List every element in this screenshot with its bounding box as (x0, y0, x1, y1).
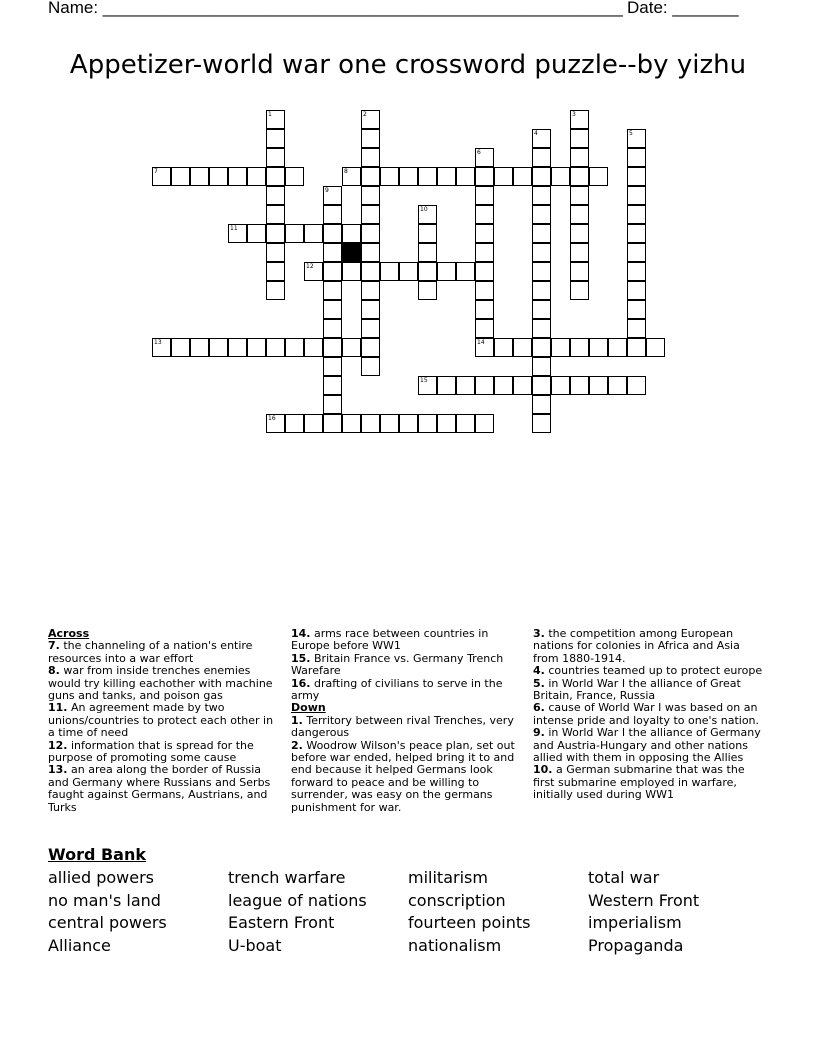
grid-cell[interactable] (399, 414, 418, 433)
grid-cell[interactable] (323, 376, 342, 395)
grid-cell[interactable] (456, 167, 475, 186)
grid-cell[interactable] (551, 376, 570, 395)
across-heading: Across (48, 627, 90, 640)
grid-cell[interactable] (380, 167, 399, 186)
grid-cell[interactable] (266, 243, 285, 262)
grid-cell[interactable] (627, 224, 646, 243)
grid-cell[interactable] (171, 167, 190, 186)
grid-cell[interactable] (456, 414, 475, 433)
clue-down-2: 2. Woodrow Wilson's peace plan, set out before war ended, helped bring it to and end because it helped Germans look forward to peace and be willing to surrender, was easy on the germans punishment for war. (291, 738, 515, 814)
grid-cell[interactable] (342, 338, 361, 357)
grid-number: 5 (629, 130, 633, 137)
grid-number: 13 (154, 339, 162, 346)
grid-cell[interactable] (570, 224, 589, 243)
grid-cell[interactable] (266, 205, 285, 224)
grid-cell[interactable] (627, 319, 646, 338)
grid-cell[interactable] (361, 167, 380, 186)
clue-down-3: 3. the competition among European nations for colonies in Africa and Asia from 1880-1914. (533, 627, 740, 665)
grid-cell[interactable] (418, 167, 437, 186)
name-line: Name: _______________________________________________________ (48, 0, 623, 17)
crossword-grid (0, 0, 816, 440)
grid-cell[interactable] (608, 338, 627, 357)
grid-cell[interactable] (475, 262, 494, 281)
grid-cell[interactable] (418, 414, 437, 433)
grid-cell[interactable] (323, 395, 342, 414)
grid-cell[interactable] (627, 148, 646, 167)
grid-cell[interactable] (532, 148, 551, 167)
grid-cell[interactable] (399, 262, 418, 281)
grid-cell[interactable] (266, 281, 285, 300)
grid-cell[interactable] (342, 262, 361, 281)
grid-cell[interactable] (570, 262, 589, 281)
grid-cell[interactable] (437, 376, 456, 395)
grid-number: 3 (572, 111, 576, 118)
grid-cell[interactable] (627, 262, 646, 281)
grid-cell[interactable] (589, 376, 608, 395)
grid-cell[interactable] (532, 376, 551, 395)
grid-cell[interactable] (361, 205, 380, 224)
grid-cell[interactable] (323, 243, 342, 262)
grid-number: 4 (534, 130, 538, 137)
clue-down-5: 5. in World War I the alliance of Great Britain, France, Russia (533, 676, 741, 703)
grid-number: 6 (477, 149, 481, 156)
grid-number: 14 (477, 339, 485, 346)
grid-cell[interactable] (570, 338, 589, 357)
grid-cell[interactable] (418, 243, 437, 262)
grid-cell[interactable] (266, 224, 285, 243)
grid-cell[interactable] (247, 167, 266, 186)
grid-cell[interactable] (532, 395, 551, 414)
grid-cell[interactable] (380, 414, 399, 433)
grid-cell[interactable] (323, 281, 342, 300)
grid-cell[interactable] (570, 186, 589, 205)
grid-cell[interactable] (361, 186, 380, 205)
grid-cell[interactable] (361, 300, 380, 319)
grid-cell[interactable] (475, 319, 494, 338)
grid-cell[interactable] (570, 205, 589, 224)
grid-cell[interactable] (285, 414, 304, 433)
clues-column-1 (48, 628, 283, 814)
clues-column-3 (533, 628, 768, 802)
grid-cell[interactable] (361, 357, 380, 376)
clue-across-16: 16. drafting of civilians to serve in the army (291, 676, 503, 703)
grid-cell[interactable] (551, 167, 570, 186)
grid-cell[interactable] (361, 281, 380, 300)
grid-cell[interactable] (570, 281, 589, 300)
grid-cell[interactable] (323, 262, 342, 281)
grid-cell[interactable] (475, 281, 494, 300)
grid-cell[interactable] (323, 300, 342, 319)
word-bank-title: Word Bank (48, 845, 147, 864)
grid-cell[interactable] (494, 167, 513, 186)
grid-number: 10 (420, 206, 428, 213)
clue-across-12: 12. information that is spread for the purpose of promoting some cause (48, 738, 254, 765)
grid-cell[interactable] (171, 338, 190, 357)
word-bank-item: league of nations (228, 891, 367, 910)
clue-across-15: 15. Britain France vs. Germany Trench Warefare (291, 651, 504, 678)
grid-cell[interactable] (627, 338, 646, 357)
grid-cell[interactable] (323, 205, 342, 224)
clue-down-9: 9. in World War I the alliance of Germany and Austria-Hungary and other nations allied with them in opposing the Allies (533, 726, 761, 765)
grid-cell[interactable] (532, 186, 551, 205)
grid-cell[interactable] (627, 186, 646, 205)
grid-cell[interactable] (266, 167, 285, 186)
clues-column-2 (291, 628, 526, 814)
word-bank-item: conscription (408, 891, 506, 910)
grid-cell[interactable] (475, 243, 494, 262)
grid-cell[interactable] (475, 186, 494, 205)
grid-cell[interactable] (418, 281, 437, 300)
grid-cell[interactable] (589, 167, 608, 186)
grid-number: 2 (363, 111, 367, 118)
word-bank-item: central powers (48, 913, 167, 932)
grid-cell[interactable] (456, 376, 475, 395)
page-title: Appetizer-world war one crossword puzzle--by yizhu (69, 50, 747, 80)
word-bank-item: nationalism (408, 936, 502, 955)
grid-cell[interactable] (361, 262, 380, 281)
grid-cell[interactable] (494, 376, 513, 395)
grid-cell[interactable] (266, 338, 285, 357)
clue-across-13: 13. an area along the border of Russia and Germany where Russians and Serbs faught against Germans, Austrians, and Turks (48, 763, 271, 814)
word-bank-item: imperialism (588, 913, 682, 932)
grid-cell[interactable] (570, 243, 589, 262)
word-bank-item: total war (588, 868, 660, 887)
clue-across-7: 7. the channeling of a nation's entire resources into a war effort (48, 639, 253, 665)
grid-cell[interactable] (513, 338, 532, 357)
clue-down-1: 1. Territory between rival Trenches, very dangerous (291, 713, 514, 740)
grid-cell[interactable] (361, 243, 380, 262)
grid-cell[interactable] (532, 338, 551, 357)
grid-cell[interactable] (551, 338, 570, 357)
word-bank-item: militarism (408, 868, 488, 887)
grid-cell[interactable] (209, 167, 228, 186)
grid-cell[interactable] (361, 224, 380, 243)
grid-cell[interactable] (323, 414, 342, 433)
grid-cell[interactable] (570, 167, 589, 186)
grid-cell[interactable] (475, 224, 494, 243)
grid-cell[interactable] (380, 262, 399, 281)
grid-cell[interactable] (475, 205, 494, 224)
grid-cell[interactable] (437, 414, 456, 433)
grid-number: 8 (344, 168, 348, 175)
grid-cell[interactable] (342, 224, 361, 243)
grid-cell[interactable] (266, 148, 285, 167)
grid-number: 15 (420, 377, 428, 384)
grid-cell[interactable] (532, 243, 551, 262)
grid-number: 7 (154, 168, 158, 175)
grid-cell[interactable] (361, 338, 380, 357)
grid-number: 11 (230, 225, 238, 232)
grid-cell[interactable] (323, 224, 342, 243)
grid-cell[interactable] (209, 338, 228, 357)
grid-cell[interactable] (532, 167, 551, 186)
grid-cell[interactable] (361, 148, 380, 167)
grid-cell[interactable] (646, 338, 665, 357)
grid-cell[interactable] (437, 167, 456, 186)
grid-cell[interactable] (532, 357, 551, 376)
grid-cell[interactable] (532, 205, 551, 224)
grid-cell[interactable] (190, 338, 209, 357)
grid-cell[interactable] (475, 414, 494, 433)
grid-cell[interactable] (570, 376, 589, 395)
grid-cell[interactable] (513, 376, 532, 395)
word-bank-item: allied powers (48, 868, 155, 887)
grid-cell[interactable] (418, 224, 437, 243)
clue-down-4: 4. countries teamed up to protect europe (533, 664, 763, 678)
grid-cell[interactable] (342, 414, 361, 433)
grid-cell[interactable] (570, 129, 589, 148)
grid-cell[interactable] (475, 300, 494, 319)
grid-cell[interactable] (323, 338, 342, 357)
clue-down-6: 6. cause of World War I was based on an intense pride and loyalty to one's nation. (533, 701, 760, 727)
grid-cell[interactable] (627, 376, 646, 395)
grid-cell[interactable] (304, 414, 323, 433)
clue-across-11: 11. An agreement made by two unions/countries to protect each other in a time of need (48, 701, 274, 740)
grid-number: 9 (325, 187, 329, 194)
grid-cell[interactable] (247, 224, 266, 243)
grid-number: 1 (268, 111, 272, 118)
grid-number: 12 (306, 263, 314, 270)
word-bank-item: Eastern Front (228, 913, 335, 932)
grid-cell[interactable] (494, 338, 513, 357)
grid-cell[interactable] (190, 167, 209, 186)
grid-cell[interactable] (266, 186, 285, 205)
word-bank-item: U-boat (228, 936, 282, 955)
grid-cell[interactable] (627, 243, 646, 262)
grid-cell[interactable] (285, 338, 304, 357)
date-line: Date: _______ (627, 0, 739, 17)
grid-cell[interactable] (532, 414, 551, 433)
grid-cell[interactable] (627, 205, 646, 224)
grid-cell[interactable] (323, 319, 342, 338)
grid-black-square (342, 243, 361, 262)
grid-cell[interactable] (532, 262, 551, 281)
grid-cell[interactable] (589, 338, 608, 357)
grid-cell[interactable] (228, 338, 247, 357)
grid-number: 16 (268, 415, 276, 422)
word-bank-item: no man's land (48, 891, 161, 910)
grid-cell[interactable] (570, 148, 589, 167)
grid-cell[interactable] (456, 262, 475, 281)
grid-cell[interactable] (532, 300, 551, 319)
word-bank-item: Western Front (588, 891, 700, 910)
clue-across-14: 14. arms race between countries in Europe before WW1 (291, 627, 489, 653)
grid-cell[interactable] (266, 129, 285, 148)
grid-cell[interactable] (399, 167, 418, 186)
clue-down-10: 10. a German submarine that was the first submarine employed in warfare, initially used during WW1 (533, 763, 745, 802)
grid-cell[interactable] (228, 167, 247, 186)
down-heading: Down (291, 701, 326, 715)
grid-cell[interactable] (285, 167, 304, 186)
word-bank-item: trench warfare (228, 868, 346, 887)
grid-cell[interactable] (475, 376, 494, 395)
grid-cell[interactable] (361, 414, 380, 433)
clue-across-8: 8. war from inside trenches enemies would try killing eachother with machine guns and tanks, and poison gas (48, 664, 273, 703)
grid-cell[interactable] (513, 167, 532, 186)
word-bank-item: Propaganda (588, 936, 684, 955)
grid-cell[interactable] (361, 319, 380, 338)
word-bank-item: fourteen points (408, 913, 531, 932)
grid-cell[interactable] (532, 281, 551, 300)
grid-cell[interactable] (304, 338, 323, 357)
grid-cell[interactable] (627, 167, 646, 186)
word-bank-item: Alliance (48, 936, 111, 955)
grid-cell[interactable] (608, 376, 627, 395)
grid-cell[interactable] (285, 224, 304, 243)
grid-cell[interactable] (627, 300, 646, 319)
grid-cell[interactable] (266, 262, 285, 281)
grid-cell[interactable] (627, 281, 646, 300)
grid-cell[interactable] (532, 224, 551, 243)
grid-cell[interactable] (323, 357, 342, 376)
grid-cell[interactable] (475, 167, 494, 186)
grid-cell[interactable] (247, 338, 266, 357)
grid-cell[interactable] (304, 224, 323, 243)
grid-cell[interactable] (361, 129, 380, 148)
grid-cell[interactable] (418, 262, 437, 281)
grid-cell[interactable] (532, 319, 551, 338)
grid-cell[interactable] (437, 262, 456, 281)
